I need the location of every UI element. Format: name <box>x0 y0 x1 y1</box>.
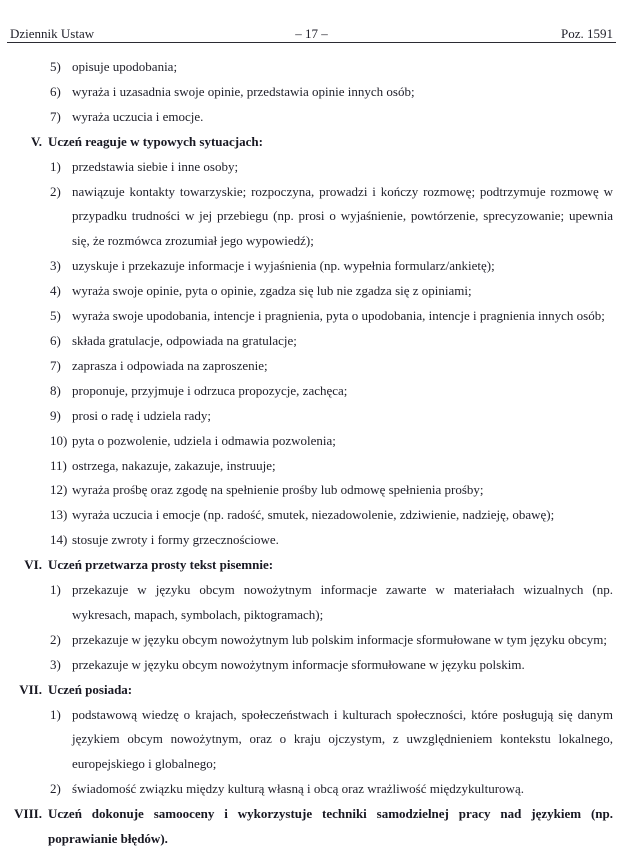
item-number: 5) <box>50 308 61 324</box>
list-item <box>0 454 613 479</box>
list-item <box>0 379 613 404</box>
section-title: Uczeń reaguje w typowych sytuacjach: <box>48 133 263 149</box>
item-text: zaprasza i odpowiada na zaproszenie; <box>72 357 268 373</box>
item-number: 5) <box>50 59 61 74</box>
list-item <box>0 653 613 678</box>
item-text: proponuje, przyjmuje i odrzuca propozycje, zachęca; <box>72 382 348 398</box>
item-number: 13) <box>50 507 68 523</box>
section-heading <box>0 802 613 852</box>
header-divider <box>7 42 616 43</box>
item-number: 7) <box>50 357 61 373</box>
item-text: pyta o pozwolenie, udziela i odmawia pozwolenia; <box>72 432 336 448</box>
item-number: 3) <box>50 258 61 274</box>
list-item <box>0 354 613 379</box>
item-number: 3) <box>50 656 61 672</box>
list-item <box>0 628 613 653</box>
list-item <box>0 503 613 528</box>
item-text: składa gratulacje, odpowiada na gratulacje; <box>72 332 297 348</box>
header-position-number: Poz. 1591 <box>561 26 613 41</box>
list-item <box>0 703 613 778</box>
item-text: przekazuje w języku obcym nowożytnym informacje sformułowane w języku polskim. <box>72 656 525 672</box>
item-number: 7) <box>50 108 61 124</box>
item-number: 11) <box>50 457 67 473</box>
item-number: 8) <box>50 382 61 398</box>
item-number: 2) <box>50 781 61 797</box>
item-number: 6) <box>50 332 61 348</box>
list-item <box>0 304 613 329</box>
item-number: 9) <box>50 407 61 423</box>
item-number: 1) <box>50 706 61 722</box>
item-text: stosuje zwroty i formy grzecznościowe. <box>72 532 279 548</box>
item-number: 2) <box>50 631 61 647</box>
item-number: 10) <box>50 432 68 448</box>
section-number: VIII. <box>14 806 42 822</box>
item-text: wyraża prośbę oraz zgodę na spełnienie prośby lub odmowę spełnienia prośby; <box>72 482 484 498</box>
item-text: wyraża swoje opinie, pyta o opinie, zgadza się lub nie zgadza się z opiniami; <box>72 283 472 299</box>
item-text: ostrzega, nakazuje, zakazuje, instruuje; <box>72 457 276 473</box>
item-number: 6) <box>50 83 61 99</box>
item-text: przekazuje w języku obcym nowożytnym lub polskim informacje sformułowane w tym języku obcym; <box>72 631 608 647</box>
list-item <box>0 404 613 429</box>
item-text: wyraża swoje upodobania, intencje i pragnienia, pyta o upodobania, intencje i pragnienia innych osób; <box>72 308 605 324</box>
list-item <box>0 429 613 454</box>
item-text: wyraża uczucia i emocje. <box>72 108 204 124</box>
item-number: 1) <box>50 582 61 598</box>
section-number: VI. <box>24 557 42 573</box>
item-number: 1) <box>50 158 61 174</box>
item-text: świadomość związku między kulturą własną i obcą oraz wrażliwość międzykulturową. <box>72 781 524 797</box>
section-title: Uczeń dokonuje samooceny i wykorzystuje techniki samodzielnej pracy nad językiem (np. poprawianie błędów). <box>48 806 613 847</box>
list-item <box>0 105 613 130</box>
item-number: 2) <box>50 183 61 199</box>
list-item <box>0 478 613 503</box>
section-title: Uczeń przetwarza prosty tekst pisemnie: <box>48 557 274 573</box>
item-text: prosi o radę i udziela rady; <box>72 407 211 423</box>
header-page-number: – 17 – <box>295 26 328 41</box>
item-number: 12) <box>50 482 68 498</box>
list-item <box>0 180 613 255</box>
item-text: przedstawia siebie i inne osoby; <box>72 158 239 174</box>
section-heading <box>0 130 613 155</box>
section-heading <box>0 678 613 703</box>
section-number: VII. <box>19 681 42 697</box>
section-title: Uczeń posiada: <box>48 681 133 697</box>
list-item <box>0 254 613 279</box>
list-item <box>0 55 613 80</box>
item-text: opisuje upodobania; <box>72 59 178 74</box>
list-item <box>0 578 613 628</box>
list-item <box>0 528 613 553</box>
item-text: wyraża i uzasadnia swoje opinie, przedstawia opinie innych osób; <box>72 83 415 99</box>
page-header <box>10 27 613 41</box>
item-text: podstawową wiedzę o krajach, społeczeństwach i kulturach społeczności, które posługują się danym językiem obcym nowożytnym, oraz o kraju ojczystym, z uwzględnieniem kontekstu lokalnego, europejskiego i globalnego; <box>72 706 613 772</box>
list-item <box>0 329 613 354</box>
list-item <box>0 155 613 180</box>
list-item <box>0 777 613 802</box>
section-number: V. <box>31 133 42 149</box>
item-text: nawiązuje kontakty towarzyskie; rozpoczyna, prowadzi i kończy rozmowę; podtrzymuje rozmowę w przypadku trudności w jej przebiegu (np. prosi o wyjaśnienie, powtórzenie, sprecyzowanie; upewnia się, że rozmówca zrozumiał jego wypowiedź); <box>72 183 613 249</box>
document-body <box>0 55 613 852</box>
list-item <box>0 279 613 304</box>
item-number: 4) <box>50 283 61 299</box>
item-text: przekazuje w języku obcym nowożytnym informacje zawarte w materiałach wizualnych (np. wykresach, mapach, symbolach, piktogramach); <box>72 582 613 622</box>
section-heading <box>0 553 613 578</box>
list-item <box>0 80 613 105</box>
item-text: uzyskuje i przekazuje informacje i wyjaśnienia (np. wypełnia formularz/ankietę); <box>72 258 495 274</box>
item-number: 14) <box>50 532 68 548</box>
header-journal-title: Dziennik Ustaw <box>10 26 95 41</box>
item-text: wyraża uczucia i emocje (np. radość, smutek, niezadowolenie, zdziwienie, nadzieję, obawę); <box>72 507 555 523</box>
